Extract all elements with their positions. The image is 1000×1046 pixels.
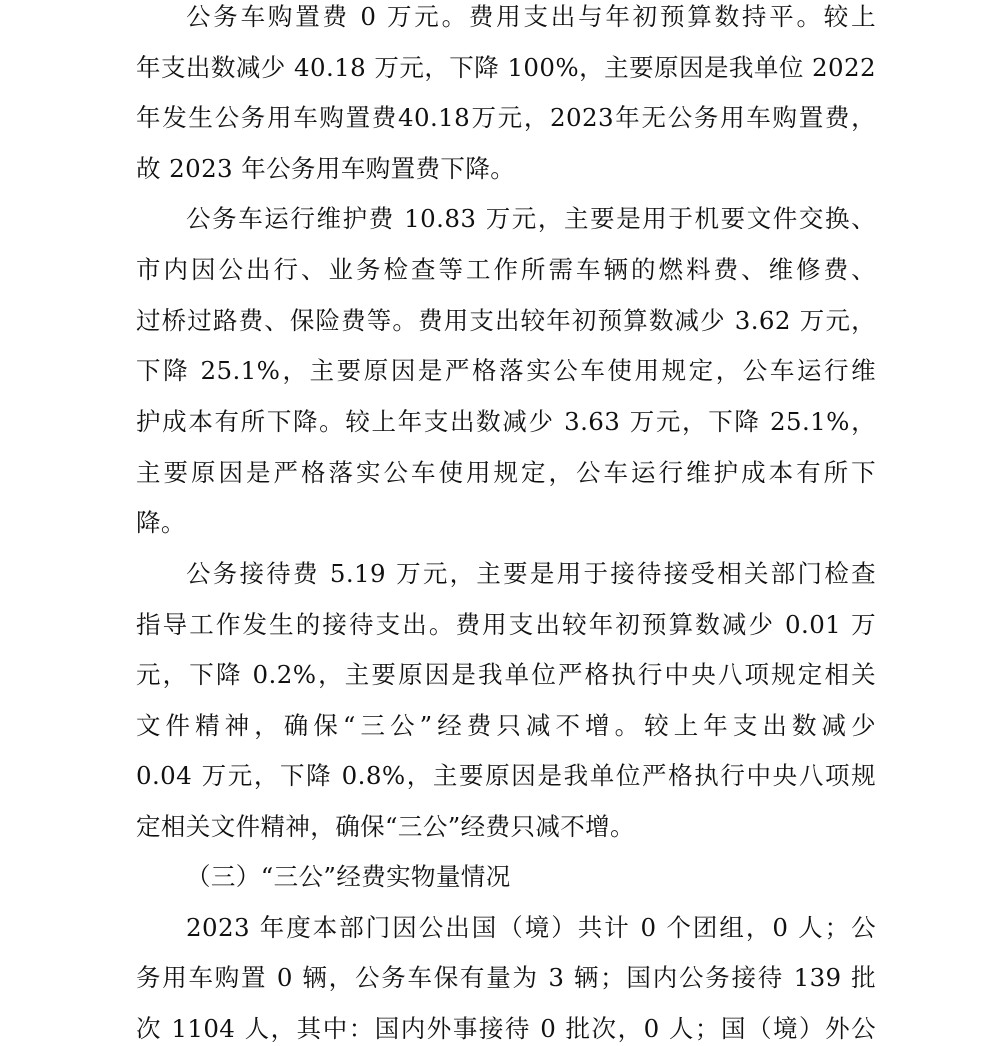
text-line: 文件精神，确保“三公”经费只减不增。较上年支出数减少	[136, 711, 876, 740]
text-line: 2023 年度本部门因公出国（境）共计 0 个团组，0 人；公	[186, 913, 876, 942]
text-line: 过桥过路费、保险费等。费用支出较年初预算数减少 3.62 万元，	[136, 306, 876, 335]
text-line: 故 2023 年公务用车购置费下降。	[136, 154, 516, 183]
text-line: 定相关文件精神，确保“三公”经费只减不增。	[136, 812, 635, 841]
text-line: 次 1104 人，其中：国内外事接待 0 批次，0 人；国（境）外公	[136, 1014, 876, 1043]
text-line: 市内因公出行、业务检查等工作所需车辆的燃料费、维修费、	[136, 255, 876, 284]
text-line: 下降 25.1%，主要原因是严格落实公车使用规定，公车运行维	[136, 356, 876, 385]
text-line: 0.04 万元，下降 0.8%，主要原因是我单位严格执行中央八项规	[136, 761, 876, 790]
text-line: 降。	[136, 508, 186, 537]
text-line: 公务车运行维护费 10.83 万元，主要是用于机要文件交换、	[186, 204, 876, 233]
text-line: 公务车购置费 0 万元。费用支出与年初预算数持平。较上	[186, 2, 876, 31]
text-line: 年发生公务用车购置费40.18万元，2023年无公务用车购置费，	[136, 103, 876, 132]
text-line: 元，下降 0.2%，主要原因是我单位严格执行中央八项规定相关	[136, 660, 876, 689]
text-line: 护成本有所下降。较上年支出数减少 3.63 万元，下降 25.1%，	[136, 407, 876, 436]
text-line: 主要原因是严格落实公车使用规定，公车运行维护成本有所下	[136, 458, 876, 487]
section-heading: （三）“三公”经费实物量情况	[186, 862, 511, 891]
text-line: 指导工作发生的接待支出。费用支出较年初预算数减少 0.01 万	[136, 610, 876, 639]
text-line: 务用车购置 0 辆，公务车保有量为 3 辆；国内公务接待 139 批	[136, 963, 876, 992]
text-line: 公务接待费 5.19 万元，主要是用于接待接受相关部门检查	[186, 559, 876, 588]
text-line: 年支出数减少 40.18 万元，下降 100%，主要原因是我单位 2022	[136, 53, 876, 82]
